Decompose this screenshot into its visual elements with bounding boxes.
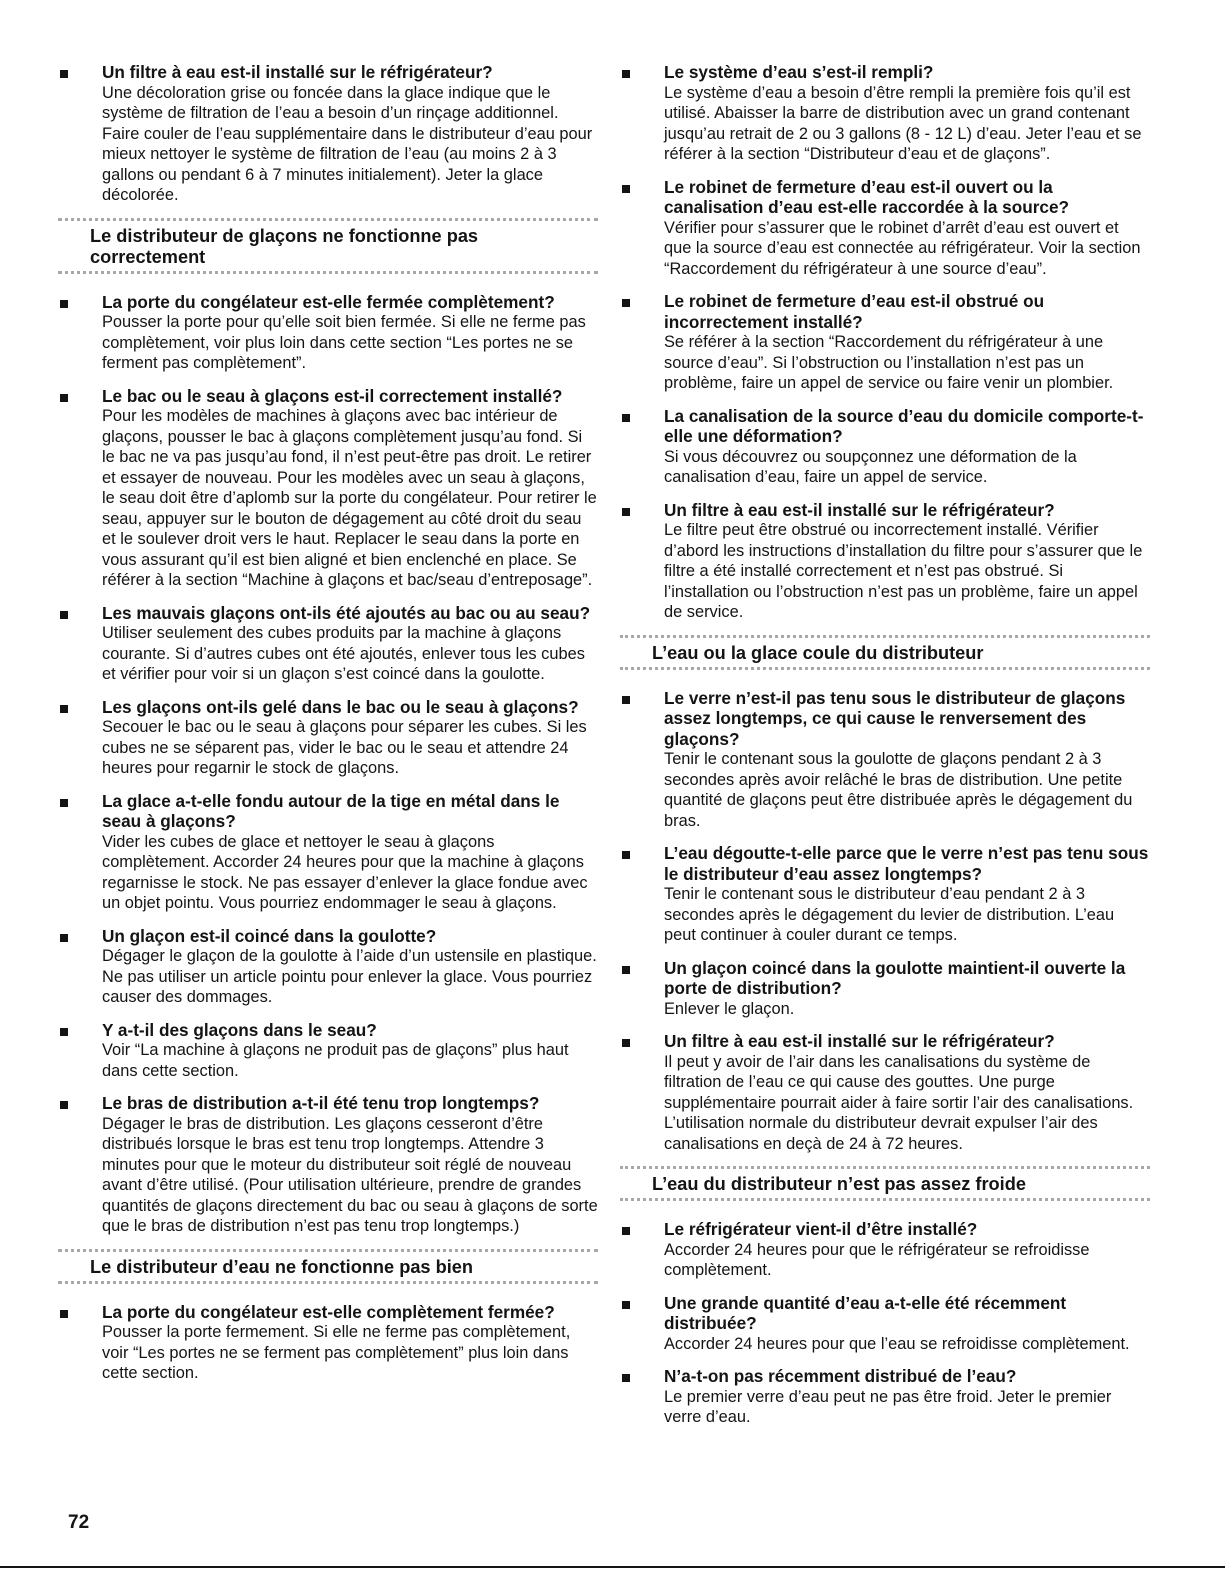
square-bullet-icon <box>622 299 630 307</box>
faq-answer: Voir “La machine à glaçons ne produit pas de glaçons” plus haut dans cette section. <box>102 1041 569 1080</box>
faq-list <box>620 688 1150 1155</box>
faq-answer: Utiliser seulement des cubes produits par la machine à glaçons courante. Si d’autres cubes ont été ajoutés, enlever tous les cubes et vérifier pour voir si un glaçon s’est coincé dans la goulotte. <box>102 624 585 683</box>
faq-question: Un filtre à eau est-il installé sur le réfrigérateur? <box>664 1031 1055 1051</box>
faq-question: La porte du congélateur est-elle fermée complètement? <box>102 291 555 312</box>
square-bullet-icon <box>622 508 630 516</box>
square-bullet-icon <box>60 70 68 78</box>
faq-question: La canalisation de la source d’eau du domicile comporte-t-elle une déformation? <box>664 405 1144 446</box>
section-heading-text: Le distributeur d’eau ne fonctionne pas bien <box>90 1256 473 1277</box>
faq-item <box>620 62 1150 165</box>
faq-answer: Une décoloration grise ou foncée dans la glace indique que le système de filtration de l’eau a besoin d’un rinçage additionnel. Faire couler de l’eau supplémentaire dans le distributeur d’eau pour mieux nettoyer le système de filtration de l’eau (au moins 2 à 3 gallons ou pendant 6 à 7 minutes initialement). Jeter la glace décolorée. <box>102 83 593 204</box>
faq-item <box>58 1302 598 1384</box>
faq-question: Le réfrigérateur vient-il d’être installé? <box>664 1219 978 1239</box>
faq-answer: Enlever le glaçon. <box>664 999 795 1018</box>
faq-answer: Accorder 24 heures pour que l’eau se refroidisse complètement. <box>664 1334 1130 1353</box>
faq-answer: Le premier verre d’eau peut ne pas être froid. Jeter le premier verre d’eau. <box>664 1387 1112 1426</box>
square-bullet-icon <box>60 934 68 942</box>
faq-answer: Tenir le contenant sous le distributeur d’eau pendant 2 à 3 secondes après le dégagement du levier de distribution. L’eau peut continuer à couler durant ce temps. <box>664 885 1115 944</box>
page-number: 72 <box>68 1512 90 1533</box>
square-bullet-icon <box>60 705 68 713</box>
section-heading <box>620 1166 1150 1201</box>
faq-question: Un glaçon coincé dans la goulotte maintient-il ouverte la porte de distribution? <box>664 957 1126 998</box>
faq-list <box>620 1219 1150 1428</box>
faq-question: L’eau dégoutte-t-elle parce que le verre n’est pas tenu sous le distributeur d’eau assez longtemps? <box>664 843 1149 884</box>
faq-question: Les mauvais glaçons ont-ils été ajoutés au bac ou au seau? <box>102 602 591 623</box>
square-bullet-icon <box>622 966 630 974</box>
square-bullet-icon <box>622 185 630 193</box>
faq-question: Le bac ou le seau à glaçons est-il correctement installé? <box>102 385 563 406</box>
square-bullet-icon <box>622 414 630 422</box>
faq-item <box>58 603 598 685</box>
faq-item <box>620 291 1150 394</box>
faq-question: Le bras de distribution a-t-il été tenu trop longtemps? <box>102 1093 540 1113</box>
faq-item <box>58 1020 598 1082</box>
faq-answer: Tenir le contenant sous la goulotte de glaçons pendant 2 à 3 secondes après avoir relâché le bras de distribution. Une petite quantité de glaçons peut être distribuée après le dégagement du bras. <box>664 750 1133 830</box>
faq-question: La porte du congélateur est-elle complètement fermée? <box>102 1301 555 1322</box>
square-bullet-icon <box>60 394 68 402</box>
faq-question: Le robinet de fermeture d’eau est-il ouvert ou la canalisation d’eau est-elle raccordée à la source? <box>664 176 1070 217</box>
square-bullet-icon <box>60 1028 68 1036</box>
faq-question: Le système d’eau s’est-il rempli? <box>664 62 934 82</box>
right-column <box>620 62 1150 1440</box>
faq-question: Un filtre à eau est-il installé sur le réfrigérateur? <box>664 499 1055 520</box>
faq-question: Le verre n’est-il pas tenu sous le distributeur de glaçons assez longtemps, ce qui cause le renversement des glaçons? <box>664 687 1126 749</box>
square-bullet-icon <box>622 1301 630 1309</box>
faq-item <box>620 500 1150 623</box>
square-bullet-icon <box>60 1310 68 1318</box>
square-bullet-icon <box>60 799 68 807</box>
faq-answer: Se référer à la section “Raccordement du réfrigérateur à une source d’eau”. Si l’obstruction ou l’installation n’est pas un problème, faire un appel de service ou faire venir un plombier. <box>664 333 1114 392</box>
left-column <box>58 62 598 1396</box>
faq-item <box>58 292 598 374</box>
faq-item <box>620 958 1150 1020</box>
faq-answer: Pousser la porte fermement. Si elle ne ferme pas complètement, voir “Les portes ne se ferment pas complètement” plus loin dans cette section. <box>102 1323 571 1382</box>
section-heading-text: L’eau du distributeur n’est pas assez froide <box>652 1174 1026 1194</box>
square-bullet-icon <box>622 70 630 78</box>
faq-question: Un glaçon est-il coincé dans la goulotte? <box>102 925 437 946</box>
faq-answer: Si vous découvrez ou soupçonnez une déformation de la canalisation d’eau, faire un appel de service. <box>664 447 1077 486</box>
section-heading-text: Le distributeur de glaçons ne fonctionne pas correctement <box>90 225 479 267</box>
square-bullet-icon <box>60 611 68 619</box>
faq-answer: Pousser la porte pour qu’elle soit bien fermée. Si elle ne ferme pas complètement, voir plus loin dans cette section “Les portes ne se ferment pas complètement”. <box>102 313 586 372</box>
faq-question: Un filtre à eau est-il installé sur le réfrigérateur? <box>102 62 493 82</box>
faq-answer: Dégager le bras de distribution. Les glaçons cesseront d’être distribués lorsque le bras est tenu trop longtemps. Attendre 3 minutes pour que le moteur du distributeur soit réglé de nouveau avant d’être utilisé. (Pour utilisation ultérieure, prendre de grandes quantités de glaçons directement du bac ou seau à glaçons de sorte que le bras de distribution n’est pas tenu trop longtemps.) <box>102 1114 598 1235</box>
faq-answer: Le système d’eau a besoin d’être rempli la première fois qu’il est utilisé. Abaisser la barre de distribution avec un grand contenant jusqu’au retrait de 2 ou 3 gallons (8 - 12 L) d’eau. Jeter l’eau et se référer à la section “Distributeur d’eau et de glaçons”. <box>664 83 1142 163</box>
square-bullet-icon <box>60 1101 68 1109</box>
section-heading <box>58 218 598 274</box>
faq-answer: Secouer le bac ou le seau à glaçons pour séparer les cubes. Si les cubes ne se séparent pas, vider le bac ou le seau et attendre 24 heures pour regarnir le stock de glaçons. <box>102 718 587 777</box>
square-bullet-icon <box>622 1227 630 1235</box>
square-bullet-icon <box>622 696 630 704</box>
faq-answer: Le filtre peut être obstrué ou incorrectement installé. Vérifier d’abord les instructions d’installation du filtre pour s’assurer que le filtre a été installé correctement et n’est pas obstrué. Si l’installation ou l’obstruction n’est pas un problème, faire un appel de service. <box>664 521 1143 621</box>
faq-question: La glace a-t-elle fondu autour de la tige en métal dans le seau à glaçons? <box>102 790 560 831</box>
section-heading <box>620 635 1150 670</box>
faq-list <box>58 292 598 1237</box>
square-bullet-icon <box>60 300 68 308</box>
faq-question: Une grande quantité d’eau a-t-elle été récemment distribuée? <box>664 1292 1067 1333</box>
faq-item <box>58 926 598 1008</box>
square-bullet-icon <box>622 1374 630 1382</box>
faq-item <box>58 62 598 206</box>
faq-question: Le robinet de fermeture d’eau est-il obstrué ou incorrectement installé? <box>664 291 1045 332</box>
square-bullet-icon <box>622 1039 630 1047</box>
faq-answer: Pour les modèles de machines à glaçons avec bac intérieur de glaçons, pousser le bac à glaçons complètement jusqu’au fond. Si le bac ne va pas jusqu’au fond, il n’est peut-être pas droit. Le retirer et essayer de nouveau. Pour les modèles avec un seau à glaçons, le seau doit être d’aplomb sur la porte du congélateur. Pour retirer le seau, appuyer sur le bouton de dégagement au côté droit du seau et le soulever droit vers le haut. Replacer le seau dans la porte en vous assurant qu’il est bien aligné et bien enclenché en place. Se référer à la section “Machine à glaçons et bac/seau d’entreposage”. <box>102 407 597 589</box>
faq-list <box>58 62 598 206</box>
faq-item <box>58 1093 598 1237</box>
footer-rule <box>0 1566 1225 1568</box>
faq-item <box>620 177 1150 280</box>
faq-answer: Accorder 24 heures pour que le réfrigérateur se refroidisse complètement. <box>664 1240 1090 1279</box>
faq-question: Les glaçons ont-ils gelé dans le bac ou le seau à glaçons? <box>102 696 579 717</box>
faq-list <box>620 62 1150 623</box>
faq-answer: Vérifier pour s’assurer que le robinet d’arrêt d’eau est ouvert et que la source d’eau est connectée au réfrigérateur. Voir la section “Raccordement du réfrigérateur à une source d’eau”. <box>664 218 1141 278</box>
faq-item <box>620 843 1150 946</box>
faq-item <box>620 688 1150 832</box>
square-bullet-icon <box>622 851 630 859</box>
section-heading-text: L’eau ou la glace coule du distributeur <box>652 642 984 663</box>
faq-question: N’a-t-on pas récemment distribué de l’eau? <box>664 1366 1017 1386</box>
faq-list <box>58 1302 598 1384</box>
faq-item <box>58 386 598 591</box>
faq-item <box>620 1293 1150 1355</box>
faq-answer: Dégager le glaçon de la goulotte à l’aide d’un ustensile en plastique. Ne pas utiliser un article pointu pour enlever la glace. Vous pourriez causer des dommages. <box>102 947 597 1006</box>
faq-item <box>620 406 1150 488</box>
faq-answer: Vider les cubes de glace et nettoyer le seau à glaçons complètement. Accorder 24 heures pour que la machine à glaçons regarnisse le stock. Ne pas essayer d’enlever la glace fondue avec un objet pointu. Vous pourriez endommager le seau à glaçons. <box>102 832 588 912</box>
section-heading <box>58 1249 598 1284</box>
faq-item <box>620 1031 1150 1154</box>
faq-question: Y a-t-il des glaçons dans le seau? <box>102 1019 377 1040</box>
faq-item <box>58 791 598 914</box>
faq-item <box>620 1366 1150 1428</box>
faq-item <box>58 697 598 779</box>
faq-item <box>620 1219 1150 1281</box>
faq-answer: Il peut y avoir de l’air dans les canalisations du système de filtration de l’eau ce qui cause des gouttes. Une purge supplémentaire pourrait aider à faire sortir l’air des canalisations. L’utilisation normale du distributeur devrait expulser l’air des canalisations en deçà de 24 à 72 heures. <box>664 1052 1134 1153</box>
